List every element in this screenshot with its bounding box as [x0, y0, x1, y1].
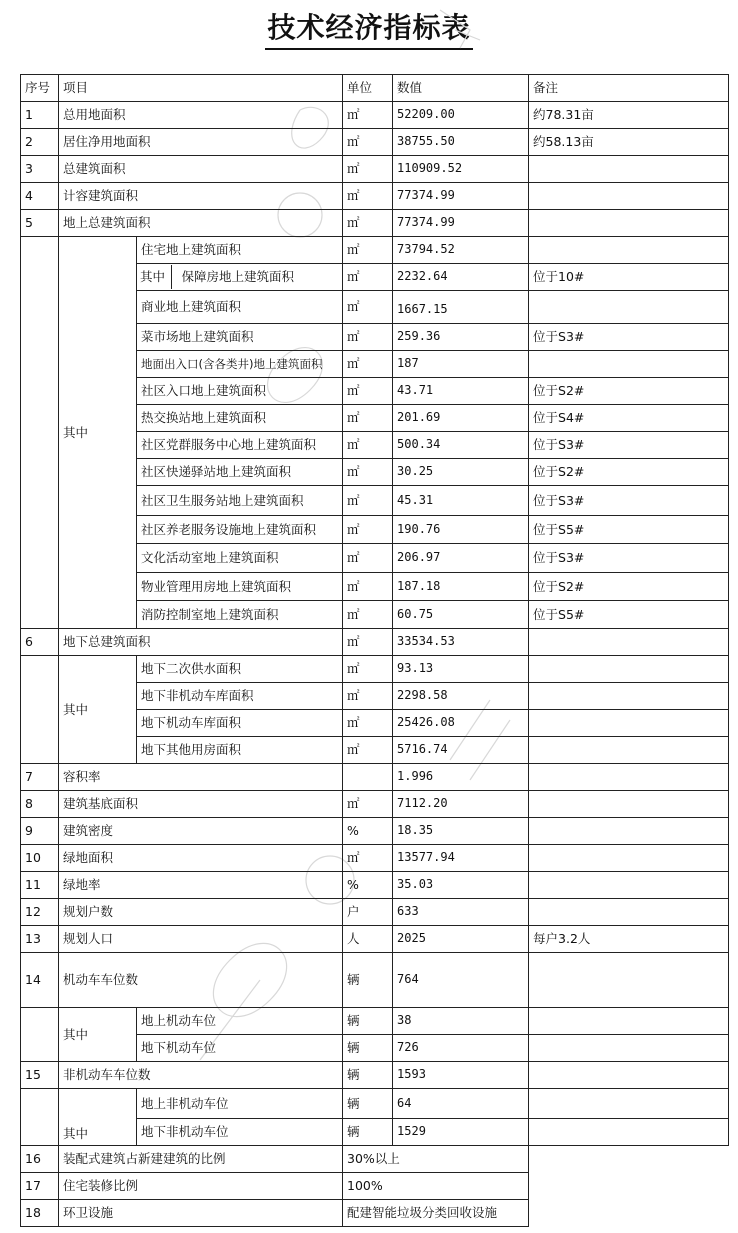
sub-item-cell: 保障房地上建筑面积	[181, 269, 295, 285]
table-row	[21, 818, 729, 845]
unit-cell: 辆	[343, 1119, 393, 1146]
unit-cell: 辆	[343, 1062, 393, 1089]
value-cell: 633	[393, 899, 529, 926]
value-cell: 726	[393, 1035, 529, 1062]
note-cell: 约78.31亩	[529, 102, 729, 129]
sub-item-cell: 地下机动车位	[137, 1035, 343, 1062]
seq-cell: 2	[21, 129, 59, 156]
unit-cell: ㎡	[343, 102, 393, 129]
value-cell: 38	[393, 1008, 529, 1035]
value-cell: 100%	[343, 1173, 529, 1200]
table-row	[21, 237, 729, 264]
unit-cell: ㎡	[343, 573, 393, 601]
item-cell: 规划人口	[59, 926, 343, 953]
value-cell: 1529	[393, 1119, 529, 1146]
note-cell	[529, 1035, 729, 1062]
note-cell: 位于S2#	[529, 378, 729, 405]
header-note: 备注	[529, 75, 729, 102]
seq-cell: 5	[21, 210, 59, 237]
item-cell: 容积率	[59, 764, 343, 791]
note-cell	[529, 710, 729, 737]
unit-cell: ㎡	[343, 378, 393, 405]
table-row	[21, 1062, 729, 1089]
value-cell: 5716.74	[393, 737, 529, 764]
sub-item-cell: 地下机动车库面积	[137, 710, 343, 737]
header-value: 数值	[393, 75, 529, 102]
note-cell	[529, 872, 729, 899]
sub-item-cell: 地上非机动车位	[137, 1089, 343, 1119]
note-cell: 位于S4#	[529, 405, 729, 432]
sub-item-cell: 社区入口地上建筑面积	[137, 378, 343, 405]
sub-item-cell: 社区党群服务中心地上建筑面积	[137, 432, 343, 459]
unit-cell: 辆	[343, 1008, 393, 1035]
item-cell: 非机动车车位数	[59, 1062, 343, 1089]
item-cell: 居住净用地面积	[59, 129, 343, 156]
table-row	[21, 1200, 729, 1227]
item-cell: 规划户数	[59, 899, 343, 926]
unit-cell: ㎡	[343, 544, 393, 573]
unit-cell: ㎡	[343, 459, 393, 486]
note-cell	[529, 1089, 729, 1119]
unit-cell: %	[343, 872, 393, 899]
sub-item-cell: 菜市场地上建筑面积	[137, 324, 343, 351]
value-cell: 259.36	[393, 324, 529, 351]
value-cell: 201.69	[393, 405, 529, 432]
unit-cell: ㎡	[343, 129, 393, 156]
unit-cell: ㎡	[343, 264, 393, 291]
note-cell	[529, 210, 729, 237]
seq-cell-empty	[21, 656, 59, 764]
unit-cell: ㎡	[343, 737, 393, 764]
value-cell: 764	[393, 953, 529, 1008]
title-text: 技术经济指标表	[265, 6, 472, 50]
sub-item-cell: 社区卫生服务站地上建筑面积	[137, 486, 343, 516]
note-cell	[529, 899, 729, 926]
sub-item-cell: 地下非机动车位	[137, 1119, 343, 1146]
value-cell: 13577.94	[393, 845, 529, 872]
value-cell: 77374.99	[393, 183, 529, 210]
note-cell	[529, 629, 729, 656]
group-label-above: 其中	[59, 237, 137, 629]
sub-item-cell: 地面出入口(含各类井)地上建筑面积	[137, 351, 343, 378]
table-row	[21, 953, 729, 1008]
table-row	[21, 1173, 729, 1200]
item-cell: 住宅装修比例	[59, 1173, 343, 1200]
unit-cell: ㎡	[343, 486, 393, 516]
unit-cell: ㎡	[343, 156, 393, 183]
sub-item-cell: 社区快递驿站地上建筑面积	[137, 459, 343, 486]
header-seq: 序号	[21, 75, 59, 102]
header-item: 项目	[59, 75, 343, 102]
seq-cell: 1	[21, 102, 59, 129]
note-cell: 位于S5#	[529, 516, 729, 544]
item-cell: 总用地面积	[59, 102, 343, 129]
note-cell	[529, 351, 729, 378]
unit-cell: ㎡	[343, 351, 393, 378]
value-cell: 配建智能垃圾分类回收设施	[343, 1200, 529, 1227]
table-row	[21, 102, 729, 129]
value-cell: 30%以上	[343, 1146, 529, 1173]
note-cell: 位于S3#	[529, 324, 729, 351]
item-cell: 机动车车位数	[59, 953, 343, 1008]
note-cell: 位于S3#	[529, 432, 729, 459]
note-cell: 位于S2#	[529, 573, 729, 601]
unit-cell: %	[343, 818, 393, 845]
value-cell: 206.97	[393, 544, 529, 573]
sub-item-cell: 消防控制室地上建筑面积	[137, 601, 343, 629]
note-cell	[529, 845, 729, 872]
value-cell: 7112.20	[393, 791, 529, 818]
unit-cell	[343, 764, 393, 791]
seq-cell: 18	[21, 1200, 59, 1227]
seq-cell: 14	[21, 953, 59, 1008]
unit-cell: 辆	[343, 1089, 393, 1119]
note-cell	[529, 737, 729, 764]
table-row	[21, 764, 729, 791]
value-cell: 45.31	[393, 486, 529, 516]
value-cell: 500.34	[393, 432, 529, 459]
table-row	[21, 129, 729, 156]
note-cell	[529, 764, 729, 791]
note-cell	[529, 1200, 729, 1227]
item-cell: 总建筑面积	[59, 156, 343, 183]
seq-cell: 15	[21, 1062, 59, 1089]
note-cell: 位于S3#	[529, 544, 729, 573]
seq-cell: 10	[21, 845, 59, 872]
value-cell: 60.75	[393, 601, 529, 629]
note-cell	[529, 1008, 729, 1035]
unit-cell: ㎡	[343, 237, 393, 264]
unit-cell: ㎡	[343, 210, 393, 237]
unit-cell: ㎡	[343, 324, 393, 351]
value-cell: 77374.99	[393, 210, 529, 237]
seq-cell: 12	[21, 899, 59, 926]
sub-item-cell: 社区养老服务设施地上建筑面积	[137, 516, 343, 544]
sub-item-cell: 地下其他用房面积	[137, 737, 343, 764]
note-cell: 位于S2#	[529, 459, 729, 486]
seq-cell: 7	[21, 764, 59, 791]
table-row	[21, 926, 729, 953]
unit-cell: ㎡	[343, 291, 393, 324]
table-row	[21, 156, 729, 183]
seq-cell: 16	[21, 1146, 59, 1173]
unit-cell: ㎡	[343, 710, 393, 737]
note-cell	[529, 183, 729, 210]
value-cell: 73794.52	[393, 237, 529, 264]
group-label-parking: 其中	[59, 1008, 137, 1062]
sub-item-cell: 商业地上建筑面积	[137, 291, 343, 324]
unit-cell: 辆	[343, 1035, 393, 1062]
value-cell: 2232.64	[393, 264, 529, 291]
item-cell: 建筑密度	[59, 818, 343, 845]
value-cell: 187	[393, 351, 529, 378]
item-cell: 计容建筑面积	[59, 183, 343, 210]
item-cell: 绿地率	[59, 872, 343, 899]
value-cell: 30.25	[393, 459, 529, 486]
value-cell: 52209.00	[393, 102, 529, 129]
seq-cell-empty	[21, 237, 59, 629]
unit-cell: ㎡	[343, 183, 393, 210]
note-cell: 位于10#	[529, 264, 729, 291]
value-cell: 25426.08	[393, 710, 529, 737]
table-row	[21, 183, 729, 210]
note-cell	[529, 953, 729, 1008]
seq-cell: 3	[21, 156, 59, 183]
unit-cell: ㎡	[343, 845, 393, 872]
note-cell: 位于S3#	[529, 486, 729, 516]
header-unit: 单位	[343, 75, 393, 102]
value-cell: 64	[393, 1089, 529, 1119]
item-cell: 装配式建筑占新建建筑的比例	[59, 1146, 343, 1173]
page-title	[0, 6, 738, 50]
seq-cell: 4	[21, 183, 59, 210]
item-cell: 环卫设施	[59, 1200, 343, 1227]
note-cell	[529, 1146, 729, 1173]
value-cell: 35.03	[393, 872, 529, 899]
table-row	[21, 791, 729, 818]
table-row	[21, 899, 729, 926]
seq-cell: 9	[21, 818, 59, 845]
value-cell: 1593	[393, 1062, 529, 1089]
unit-cell: ㎡	[343, 683, 393, 710]
unit-cell: ㎡	[343, 656, 393, 683]
sub-item-cell: 文化活动室地上建筑面积	[137, 544, 343, 573]
note-cell	[529, 791, 729, 818]
sub-item-cell: 住宅地上建筑面积	[137, 237, 343, 264]
note-cell	[529, 291, 729, 324]
sub-item-cell: 热交换站地上建筑面积	[137, 405, 343, 432]
value-cell: 43.71	[393, 378, 529, 405]
item-cell: 建筑基底面积	[59, 791, 343, 818]
note-cell	[529, 1119, 729, 1146]
table-row	[21, 1146, 729, 1173]
group-label-bike: 其中	[59, 1089, 137, 1146]
seq-cell-empty	[21, 1089, 59, 1146]
unit-cell: ㎡	[343, 405, 393, 432]
item-cell: 地上总建筑面积	[59, 210, 343, 237]
item-cell: 绿地面积	[59, 845, 343, 872]
value-cell: 110909.52	[393, 156, 529, 183]
value-cell: 93.13	[393, 656, 529, 683]
note-cell: 位于S5#	[529, 601, 729, 629]
value-cell: 190.76	[393, 516, 529, 544]
nested-group-label: 其中	[137, 265, 171, 289]
sub-item-cell: 地下非机动车库面积	[137, 683, 343, 710]
note-cell	[529, 237, 729, 264]
note-cell	[529, 156, 729, 183]
seq-cell: 6	[21, 629, 59, 656]
seq-cell: 13	[21, 926, 59, 953]
value-cell: 33534.53	[393, 629, 529, 656]
seq-cell: 8	[21, 791, 59, 818]
indicator-table	[20, 74, 729, 1227]
unit-cell: 人	[343, 926, 393, 953]
table-row	[21, 629, 729, 656]
unit-cell: ㎡	[343, 432, 393, 459]
note-cell: 约58.13亩	[529, 129, 729, 156]
value-cell: 1667.15	[393, 291, 529, 324]
table-row	[21, 1089, 729, 1119]
value-cell: 2025	[393, 926, 529, 953]
value-cell: 1.996	[393, 764, 529, 791]
value-cell: 2298.58	[393, 683, 529, 710]
table-row	[21, 656, 729, 683]
value-cell: 38755.50	[393, 129, 529, 156]
table-header-row	[21, 75, 729, 102]
unit-cell: ㎡	[343, 601, 393, 629]
unit-cell: ㎡	[343, 791, 393, 818]
note-cell	[529, 818, 729, 845]
table-row	[21, 210, 729, 237]
sub-item-cell: 地上机动车位	[137, 1008, 343, 1035]
table-row	[21, 845, 729, 872]
unit-cell: 辆	[343, 953, 393, 1008]
table-row	[21, 872, 729, 899]
table-row	[21, 1008, 729, 1035]
seq-cell: 11	[21, 872, 59, 899]
value-cell: 187.18	[393, 573, 529, 601]
nested-sub-item	[137, 264, 343, 291]
value-cell: 18.35	[393, 818, 529, 845]
unit-cell: ㎡	[343, 629, 393, 656]
sub-item-cell: 地下二次供水面积	[137, 656, 343, 683]
unit-cell: 户	[343, 899, 393, 926]
note-cell	[529, 1173, 729, 1200]
item-cell: 地下总建筑面积	[59, 629, 343, 656]
note-cell: 每户3.2人	[529, 926, 729, 953]
seq-cell-empty	[21, 1008, 59, 1062]
note-cell	[529, 656, 729, 683]
unit-cell: ㎡	[343, 516, 393, 544]
note-cell	[529, 683, 729, 710]
sub-item-cell: 物业管理用房地上建筑面积	[137, 573, 343, 601]
seq-cell: 17	[21, 1173, 59, 1200]
note-cell	[529, 1062, 729, 1089]
group-label-below: 其中	[59, 656, 137, 764]
